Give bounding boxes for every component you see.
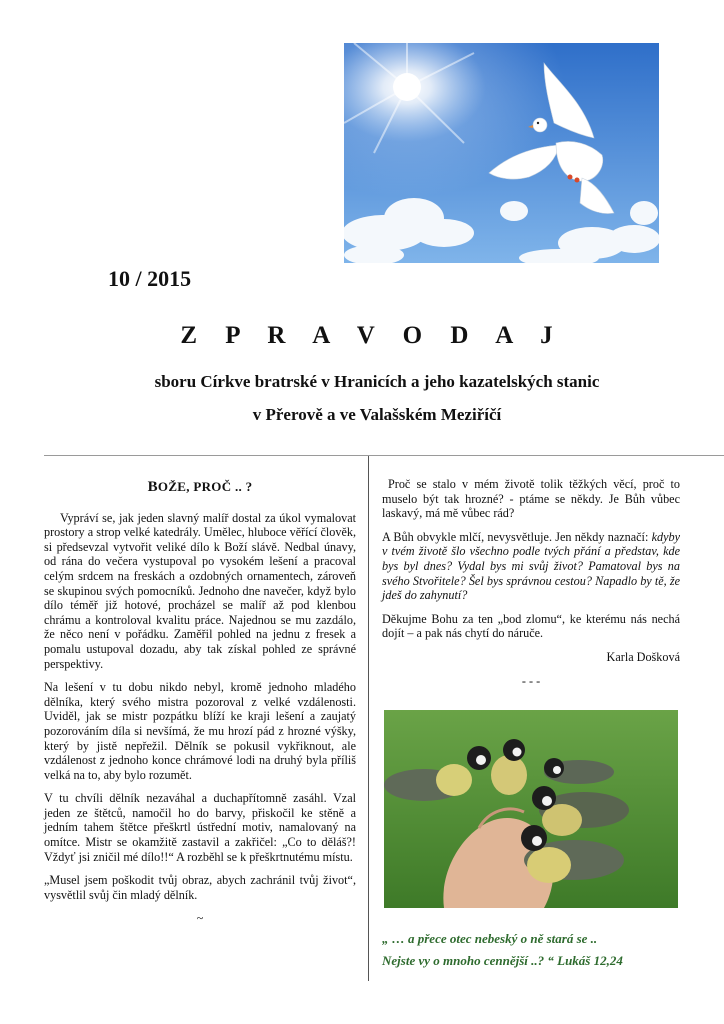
issue-number: 10 / 2015 (108, 266, 192, 291)
birds-on-hand-image (384, 710, 678, 908)
author-signature: Karla Došková (606, 649, 680, 664)
reflection-paragraph-3: Děkujme Bohu za ten „bod zlomu“, ke kterému nás nechá dojít – a pak nás chytí do náruče. (382, 611, 680, 641)
newsletter-title: Z P R A V O D A J (180, 322, 564, 349)
subtitle-line-1: sboru Církve bratrské v Hranicích a jeho kazatelských stanic (154, 372, 600, 391)
article-paragraph-3: V tu chvíli dělník nezaváhal a duchapřítomně zasáhl. Vzal jeden ze štětců, namočil ho do barvy, přiskočil ke stěně a jedním tahem štětce přeškrtl ústřední motiv, namalovaný na omítce. Mistr se okamžitě zastavil a zakřičel: „Co to děláš?! Vždyť jsi zničil mé dílo!!“ A rozběhl se k přeškrtnutému místu. (44, 791, 356, 864)
reflection-plain-text: A Bůh obvykle mlčí, nevysvětluje. Jen někdy naznačí: (382, 529, 652, 544)
section-separator: - - - (521, 673, 541, 688)
right-column-article (382, 477, 680, 697)
article-title (44, 480, 356, 495)
reflection-paragraph-1: Proč se stalo v mém životě tolik těžkých věcí, proč to muselo být tak hrozné? - ptáme se někdy. Je Bůh vůbec laskavý, má mě vůbec rád? (382, 477, 680, 521)
reflection-paragraph-2 (382, 530, 680, 603)
subtitle-line-2: v Přerově a ve Valašském Meziříčí (252, 405, 502, 424)
bible-quote (382, 928, 682, 972)
left-column-article (44, 480, 356, 935)
article-paragraph-1: Vypráví se, jak jeden slavný malíř dostal za úkol vymalovat prostory a strop velké katedrály. Umělec, hluboce věřící člověk, si předsevzal vytvořit veliké dílo k Boží slávě. Nedbal únavy, od rána do večera vystupoval po vysokém lešení a pracoval celým srdcem na freskách a ozdobných ornamentech, zároveň se skupinou svých pomocníků. Jednoho dne navečer, když bylo dílo téměř již hotové, procházel se malíř až pod klenbou chrámu a kontroloval kvalitu práce. Najednou se mu zazdálo, že něco není v pořádku. Zaměřil pohled na jednu z fresek a pomalu ustupoval dozadu, aby tak získal pohled ze správné perspektivy. (44, 510, 356, 671)
reflection-italic-text: kdyby v tvém životě šlo všechno podle tvých přání a představ, kde bys byl dnes? Vydal bys mi svůj život? Pamatoval bys na svého Stvořitele? Šel bys správnou cestou? Napadlo by tě, že jdeš do zahynutí? (382, 529, 680, 603)
birds-illustration (384, 710, 678, 908)
quote-line-2: Nejste vy o mnoho cennější ..? “ Lukáš 12,24 (382, 953, 623, 968)
article-title-rest: OŽE, PROČ .. ? (157, 479, 253, 494)
quote-line-1: „ … a přece otec nebeský o ně stará se .. (382, 931, 598, 946)
column-divider (368, 456, 369, 981)
article-paragraph-4: „Musel jsem poškodit tvůj obraz, abych zachránil tvůj život“, vysvětlil svůj čin mladý dělník. (44, 873, 356, 902)
tilde-separator: ~ (196, 911, 204, 926)
article-paragraph-2: Na lešení v tu dobu nikdo nebyl, kromě jednoho mladého dělníka, který svého mistra pozoroval z velké vzdálenosti. Uviděl, jak se mistr pozpátku blíží ke kraji lešení a zaujatý pozorováním díla si nevšímá, že mu hrozí pád z hrozné výšky, který by jistě nepřežil. Dělník se pokusil vykřiknout, ale vzdálenost z jednoho konce chrámové lodi na druhý byla příliš velká na to, aby bylo rozumět. (44, 680, 356, 782)
dove-sky-illustration (344, 43, 659, 263)
article-title-initial: B (147, 479, 158, 495)
dove-sky-image (344, 43, 659, 263)
horizontal-divider (44, 455, 724, 456)
